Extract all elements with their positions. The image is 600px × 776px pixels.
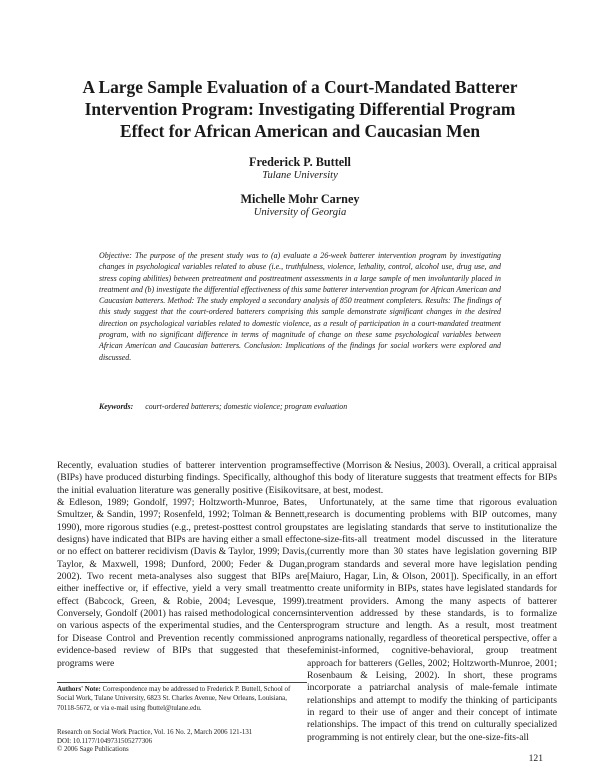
body-paragraph: effective (Morrison & Nesius, 2003). Overall, a critical appraisal of this body of literature suggests that treatment effects for BIPs are, at best, modest.: [307, 460, 557, 496]
author-name-2: Michelle Mohr Carney: [240, 192, 360, 206]
page-number: 121: [528, 753, 543, 764]
keywords: [99, 402, 501, 411]
authors-note-text: Correspondence may be addressed to Frederick P. Buttell, School of Social Work, Tulane University, 6823 St. Charles Avenue, New Orleans, Louisiana, 70118-5672, or via e-mail using fbuttel@tulane.edu.: [57, 686, 291, 712]
author-affiliation-1: Tulane University: [262, 170, 338, 181]
body-paragraph: Recently, evaluation studies of batterer intervention programs (BIPs) have produced disturbing findings. Specifically, although the initial evaluation literature was generally positive (Eisikovits & Edleson, 1989; Gondolf, 1997; Holtzworth-Munroe, Bates, Smultzer, & Sandin, 1997; Rosenfeld, 1992; Tolman & Bennett, 1990), more rigorous studies (e.g., pretest-posttest control group designs) have indicated that BIPs are having either a small effect or no effect on batterer recidivism (Davis & Taylor, 1999; Davis, Taylor, & Maxwell, 1998; Dunford, 2000; Feder & Dugan, 2002). Two recent meta-analyses also suggest that BIPs are either ineffective or, if effective, yield a very small treatment effect (Babcock, Green, & Robie, 2004; Levesque, 1999). Conversely, Gondolf (2001) has raised methodological concerns on various aspects of the experimental studies, and the Centers for Disease Control and Prevention recently commissioned an evidence-based review of BIPs that suggested that these programs were: [57, 460, 307, 669]
journal-copyright: © 2006 Sage Publications: [57, 746, 129, 754]
title-line: Effect for African American and Caucasian Men: [119, 121, 480, 141]
journal-citation: Research on Social Work Practice, Vol. 16 No. 2, March 2006 121-131: [57, 729, 253, 736]
authors-note: [57, 685, 307, 713]
body-left-column: [57, 460, 307, 670]
abstract: Objective: The purpose of the present study was to (a) evaluate a 26-week batterer intervention program by investigating changes in psychological variables related to abuse (i.e., truthfulness, violence, lethality, control, alcohol use, drug use, and stress coping abilities) between pretreatment and posttreatment assessments in a large sample of men involuntarily placed in treatment and (b) investigate the differential effectiveness of this same batterer intervention program for African American and Caucasian batterers. Method: The study employed a secondary analysis of 850 treatment completers. Results: The findings of this study suggest that the court-ordered batterers comprising this sample demonstrate significant changes in the desired direction on psychological variables related to domestic violence, as a result of participation in a court-mandated treatment program, with no significant difference in terms of magnitude of change on these same psychological variables between African American and Caucasian batterers. Conclusion: Implications of the findings for social workers were explored and discussed.: [99, 251, 501, 362]
journal-doi: DOI: 10.1177/1049731505277306: [57, 737, 153, 745]
authors-note-label: Authors' Note:: [57, 686, 101, 693]
title-line: Intervention Program: Investigating Differential Program: [84, 99, 516, 119]
journal-info: [57, 729, 307, 755]
keywords-text: court-ordered batterers; domestic violence; program evaluation: [145, 402, 348, 411]
keywords-label: Keywords:: [99, 402, 134, 411]
footnote-divider: [57, 682, 307, 683]
title-line: A Large Sample Evaluation of a Court-Mandated Batterer: [82, 77, 518, 97]
author-name-1: Frederick P. Buttell: [249, 155, 351, 169]
author-affiliation-2: University of Georgia: [253, 207, 347, 218]
paper-title: [40, 76, 560, 142]
body-right-column: [307, 460, 557, 744]
body-paragraph: Unfortunately, at the same time that rigorous evaluation research is documenting problems with BIP outcomes, many states are legislating standards that serve to institutionalize the one-size-fits-all treatment model discussed in the literature (currently more than 30 states have legislation governing BIP program standards and several more have legislation pending [Maiuro, Hagar, Lin, & Olson, 2001]). Specifically, in an effort to create uniformity in BIPs, states have legislated standards for treatment providers. Among the many aspects of batterer intervention addressed by these standards, is to formalize program structure and length. As a result, most treatment programs nationally, regardless of theoretical perspective, offer a feminist-informed, cognitive-behavioral, group treatment approach for batterers (Gelles, 2002; Holtzworth-Munroe, 2001; Rosenbaum & Leising, 2002). In short, these programs incorporate a patriarchal analysis of male-female intimate relationships and attempt to modify the thinking of participants in regard to their use of anger and their concept of intimate relationships. The impact of this trend on culturally specialized programming is not entirely clear, but the one-size-fits-all: [307, 497, 557, 743]
